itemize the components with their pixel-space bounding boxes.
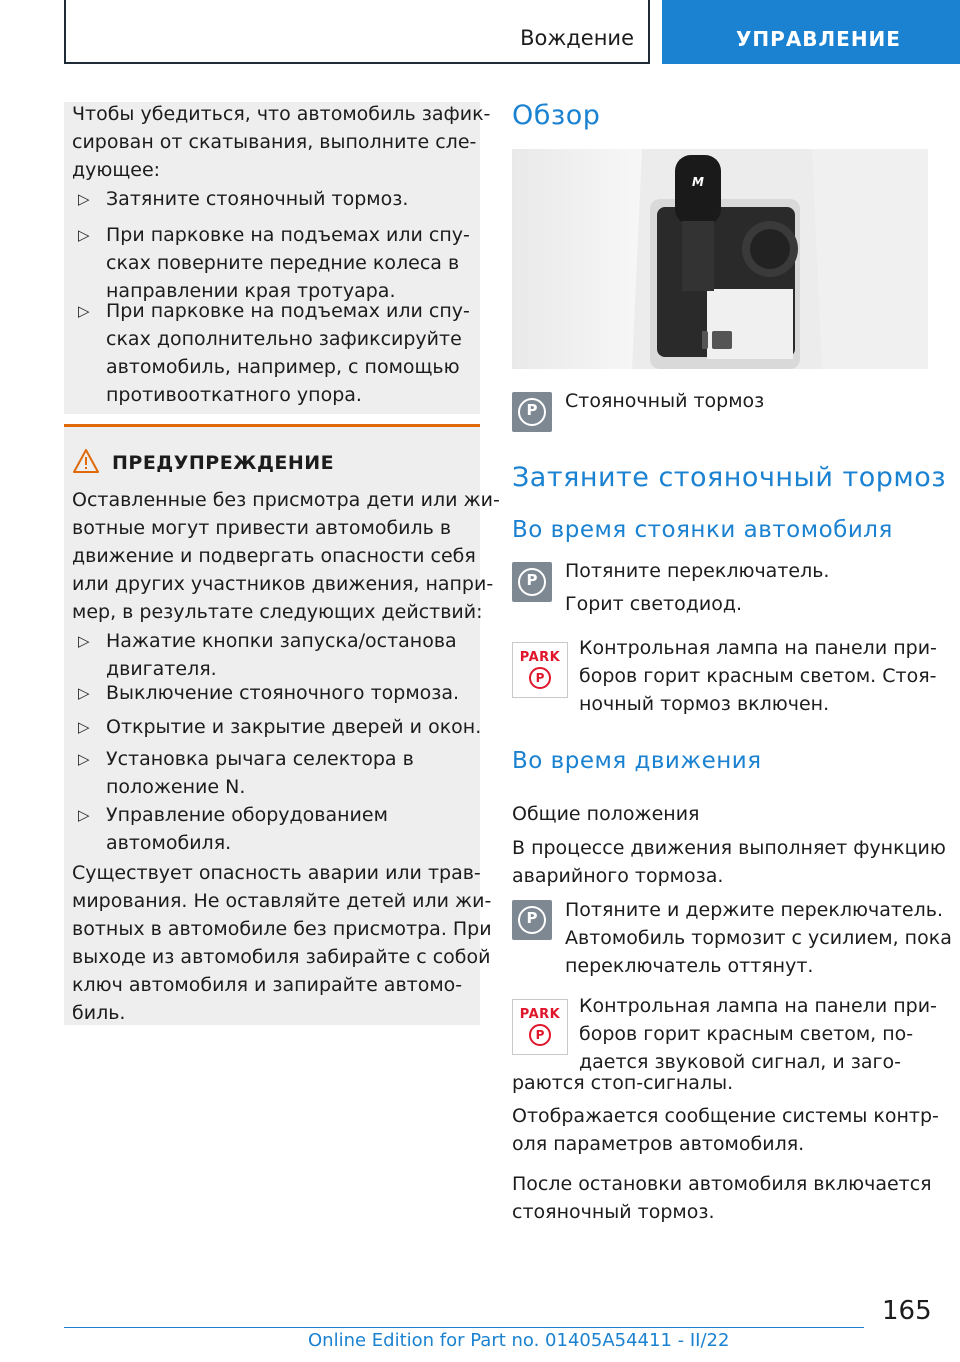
driving-step-line-2: Автомобиль тормозит с усилием, пока [565, 927, 952, 949]
parked-step-1: Потяните переключатель. [565, 560, 830, 582]
warning-conclusion-line-1: Существует опасность аварии или трав- [72, 862, 481, 884]
step-3-line-3: автомобиль, например, с помощью [106, 356, 460, 378]
bullet-icon: ▷ [78, 190, 90, 208]
parked-step-2: Горит светодиод. [565, 593, 743, 615]
after-stop-line-2: стояночный тормоз. [512, 1201, 715, 1223]
warning-text-line-4: или других участников движения, напри- [72, 573, 494, 595]
driving-lamp-line-1: Контрольная лампа на панели при- [579, 995, 937, 1017]
warning-item-4-line-1: Установка рычага селектора в [106, 748, 414, 770]
warning-text-line-5: мер, в результате следующих действий: [72, 601, 483, 623]
parking-brake-label: Стояночный тормоз [565, 390, 765, 412]
bullet-icon: ▷ [78, 632, 90, 650]
driving-step-line-1: Потяните и держите переключатель. [565, 899, 943, 921]
bullet-icon: ▷ [78, 684, 90, 702]
parking-brake-button-icon: P [512, 562, 552, 602]
warning-item-2-line-1: Выключение стояночного тормоза. [106, 682, 460, 704]
intro-line-3: дующее: [72, 159, 161, 181]
step-3-line-2: сках дополнительно зафиксируйте [106, 328, 462, 350]
bullet-icon: ▷ [78, 302, 90, 320]
center-console-illustration [512, 149, 928, 369]
header-chapter-label: УПРАВЛЕНИЕ [736, 27, 901, 51]
bullet-icon: ▷ [78, 806, 90, 824]
general-text-line-1: В процессе движения выполняет функцию [512, 837, 946, 859]
parked-lamp-line-1: Контрольная лампа на панели при- [579, 637, 937, 659]
warning-item-1-line-2: двигателя. [106, 658, 217, 680]
parked-heading: Во время стоянки автомобиля [512, 517, 893, 543]
warning-conclusion-line-3: вотных в автомобиле без присмотра. При [72, 918, 492, 940]
park-warning-lamp-icon: PARK P [512, 642, 568, 698]
bullet-icon: ▷ [78, 750, 90, 768]
step-1-line-1: Затяните стояночный тормоз. [106, 188, 409, 210]
warning-conclusion-line-2: мирования. Не оставляйте детей или жи- [72, 890, 492, 912]
parked-lamp-line-2: боров горит красным светом. Стоя- [579, 665, 937, 687]
after-stop-line-1: После остановки автомобиля включается [512, 1173, 932, 1195]
driving-lamp-line-4: раются стоп-сигналы. [512, 1072, 734, 1094]
m-badge: M [692, 175, 704, 189]
bullet-icon: ▷ [78, 718, 90, 736]
parked-lamp-line-3: ночный тормоз включен. [579, 693, 830, 715]
overview-heading: Обзор [512, 100, 601, 131]
warning-conclusion-line-4: выходе из автомобиля забирайте с собой [72, 946, 491, 968]
header-section-label: Вождение [520, 26, 634, 50]
step-2-line-2: сках поверните передние колеса в [106, 252, 460, 274]
parking-brake-button-icon: P [512, 900, 552, 940]
center-console-photo [512, 149, 928, 369]
warning-conclusion-line-5: ключ автомобиля и запирайте автомо- [72, 974, 463, 996]
warning-item-1-line-1: Нажатие кнопки запуска/останова [106, 630, 457, 652]
step-2-line-3: направлении края тротуара. [106, 280, 396, 302]
warning-text-line-3: движение и подвергать опасности себя [72, 545, 476, 567]
warning-item-3-line-1: Открытие и закрытие дверей и окон. [106, 716, 482, 738]
bullet-icon: ▷ [78, 226, 90, 244]
message-line-2: оля параметров автомобиля. [512, 1133, 805, 1155]
message-line-1: Отображается сообщение системы контр- [512, 1105, 939, 1127]
parking-brake-button-icon: P [512, 392, 552, 432]
warning-item-5-line-1: Управление оборудованием [106, 804, 388, 826]
warning-conclusion-line-6: биль. [72, 1002, 126, 1024]
general-heading: Общие положения [512, 803, 700, 825]
warning-text-line-2: вотные могут привести автомобиль в [72, 517, 452, 539]
general-text-line-2: аварийного тормоза. [512, 865, 724, 887]
warning-title: ПРЕДУПРЕЖДЕНИЕ [112, 452, 335, 474]
page-number: 165 [882, 1296, 932, 1326]
driving-step-line-3: переключатель оттянут. [565, 955, 814, 977]
header-chapter-tab [662, 0, 960, 64]
intro-line-2: сирован от скатывания, выполните сле- [72, 131, 477, 153]
warning-item-5-line-2: автомобиля. [106, 832, 232, 854]
step-2-line-1: При парковке на подъемах или спу- [106, 224, 470, 246]
warning-triangle-icon [72, 448, 100, 474]
header-section-tab [64, 0, 650, 64]
driving-lamp-line-2: боров горит красным светом, по- [579, 1023, 914, 1045]
driving-heading: Во время движения [512, 748, 762, 774]
footer-divider [64, 1327, 864, 1328]
warning-item-4-line-2: положение N. [106, 776, 246, 798]
warning-text-line-1: Оставленные без присмотра дети или жи- [72, 489, 500, 511]
park-warning-lamp-icon: PARK P [512, 999, 568, 1055]
step-3-line-4: противооткатного упора. [106, 384, 362, 406]
footer-edition: Online Edition for Part no. 01405A54411 - II/22 [308, 1330, 730, 1351]
step-3-line-1: При парковке на подъемах или спу- [106, 300, 470, 322]
intro-line-1: Чтобы убедиться, что автомобиль зафик- [72, 103, 491, 125]
driving-lamp-line-3: дается звуковой сигнал, и заго- [579, 1051, 901, 1073]
apply-brake-heading: Затяните стояночный тормоз [512, 462, 947, 493]
